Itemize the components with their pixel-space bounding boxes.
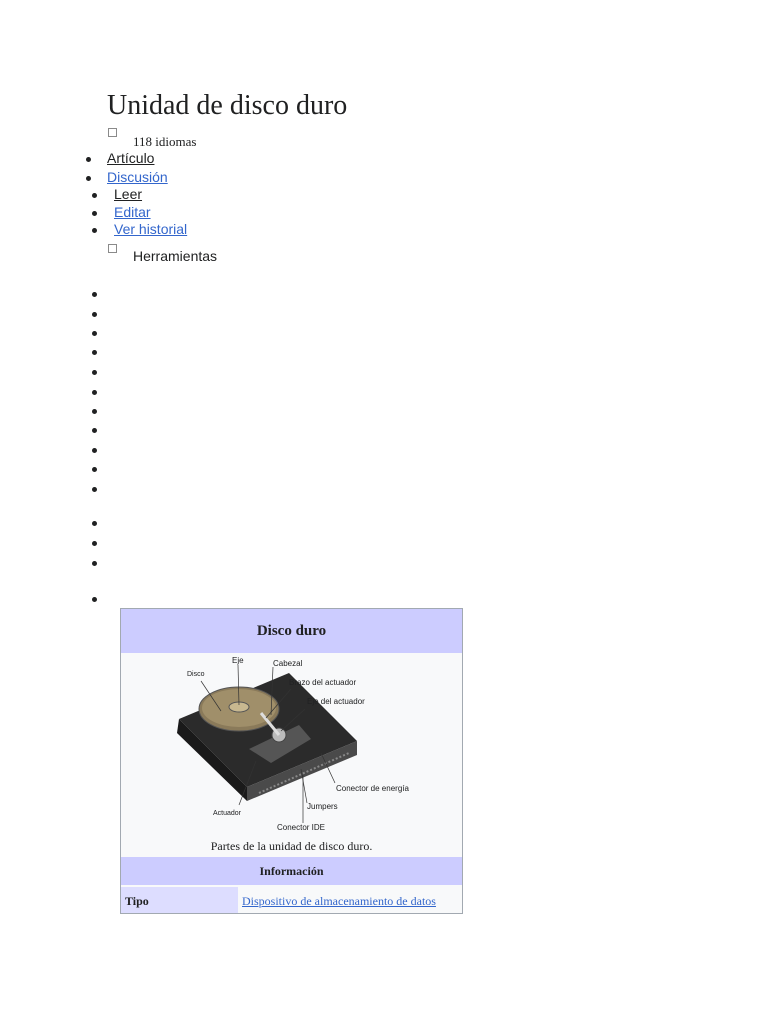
list-bullet [92,193,97,198]
label-disco: Disco [187,671,205,678]
label-eje: Eje [232,656,244,665]
language-toggle-checkbox[interactable] [108,128,117,137]
label-conector-ide: Conector IDE [277,823,326,832]
empty-list-item [92,448,97,453]
tools-label[interactable]: Herramientas [133,248,218,264]
tab-read[interactable]: Leer [114,186,143,202]
empty-list-item [92,409,97,414]
infobox-section-header: Información [121,857,462,885]
empty-list-item [92,541,97,546]
empty-list-item [92,350,97,355]
empty-list-item [92,390,97,395]
empty-list-item [92,312,97,317]
list-bullet [92,211,97,216]
infobox-title: Disco duro [121,609,462,653]
empty-list-item [92,331,97,336]
list-bullet [92,228,97,233]
empty-list-item [92,370,97,375]
tab-history[interactable]: Ver historial [114,221,188,237]
hard-drive-diagram[interactable] [121,653,462,843]
label-eje-actuador: Eje del actuador [307,697,365,706]
label-brazo: Brazo del actuador [289,678,357,687]
empty-list-item [92,428,97,433]
infobox [120,608,463,914]
list-bullet [86,176,91,181]
empty-list-item [92,597,97,602]
infobox-row-label-tipo: Tipo [121,887,238,914]
label-jumpers: Jumpers [307,802,338,811]
tab-discussion[interactable]: Discusión [107,169,168,185]
empty-list-item [92,292,97,297]
label-actuador: Actuador [213,810,242,817]
tab-edit[interactable]: Editar [114,204,151,220]
list-bullet [86,157,91,162]
empty-list-item [92,521,97,526]
empty-list-item [92,561,97,566]
infobox-caption: Partes de la unidad de disco duro. [210,839,373,853]
empty-list-item [92,467,97,472]
label-cabezal: Cabezal [273,659,303,668]
languages-label[interactable]: 118 idiomas [133,134,197,149]
page-title: Unidad de disco duro [107,90,348,121]
tab-article[interactable]: Artículo [107,150,155,166]
tools-toggle-checkbox[interactable] [108,244,117,253]
drive-body-top [179,673,357,787]
infobox-row-value-tipo-link[interactable]: Dispositivo de almacenamiento de datos [242,894,436,908]
empty-list-item [92,487,97,492]
label-conector-energia: Conector de energía [336,784,409,793]
